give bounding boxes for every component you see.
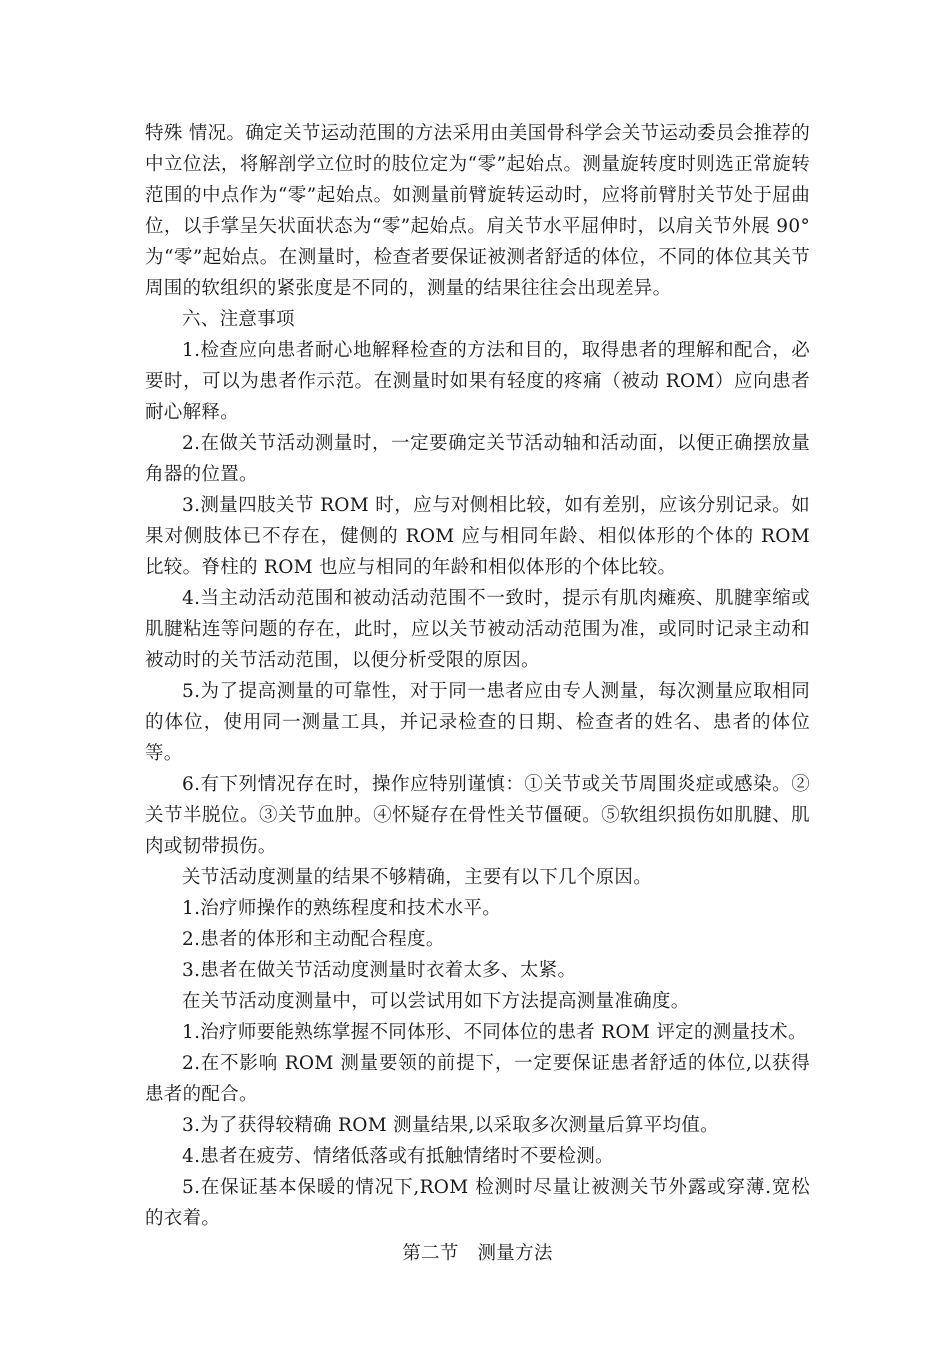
paragraph: 特殊 情况。确定关节运动范围的方法采用由美国骨科学会关节运动委员会推荐的中立位法，将解剖学立位时的肢位定为“零”起始点。测量旋转度时则选正常旋转范围的中点作为“零”起始点。如测量前臂旋转运动时，应将前臂肘关节处于屈曲位，以手掌呈矢状面状态为“零”起始点。肩关节水平屈伸时，以肩关节外展 90° 为“零”起始点。在测量时，检查者要保证被测者舒适的体位，不同的体位其关节周围的软组织的紧张度是不同的，测量的结果往往会出现差异。 <box>145 123 810 299</box>
paragraph: 4.患者在疲劳、情绪低落或有抵触情绪时不要检测。 <box>182 1146 614 1167</box>
document-page <box>145 118 810 1269</box>
paragraph: 1.治疗师操作的熟练程度和技术水平。 <box>182 898 502 919</box>
paragraph: 2.在做关节活动测量时，一定要确定关节活动轴和活动面，以便正确摆放量角器的位置。 <box>145 433 810 485</box>
paragraph: 2.在不影响 ROM 测量要领的前提下，一定要保证患者舒适的体位,以获得患者的配合。 <box>145 1053 810 1105</box>
paragraph: 在关节活动度测量中，可以尝试用如下方法提高测量准确度。 <box>182 991 690 1012</box>
paragraph: 3.测量四肢关节 ROM 时，应与对侧相比较，如有差别，应该分别记录。如果对侧肢体已不存在，健侧的 ROM 应与相同年龄、相似体形的个体的 ROM 比较。脊柱的 ROM 也应与相同的年龄和相似体形的个体比较。 <box>145 495 810 578</box>
paragraph: 六、注意事项 <box>182 309 295 330</box>
paragraph: 5.在保证基本保暖的情况下,ROM 检测时尽量让被测关节外露或穿薄.宽松的衣着。 <box>145 1177 810 1229</box>
paragraph: 3.为了获得较精确 ROM 测量结果,以采取多次测量后算平均值。 <box>182 1115 719 1136</box>
section-title: 第二节 测量方法 <box>402 1243 553 1264</box>
paragraph: 5.为了提高测量的可靠性，对于同一患者应由专人测量，每次测量应取相同的体位，使用同一测量工具，并记录检查的日期、检查者的姓名、患者的体位等。 <box>145 681 810 764</box>
body-text <box>145 118 810 1234</box>
paragraph: 2.患者的体形和主动配合程度。 <box>182 929 445 950</box>
paragraph: 关节活动度测量的结果不够精确，主要有以下几个原因。 <box>182 867 653 888</box>
paragraph: 6.有下列情况存在时，操作应特别谨慎：①关节或关节周围炎症或感染。②关节半脱位。③关节血肿。④怀疑存在骨性关节僵硬。⑤软组织损伤如肌腱、肌肉或韧带损伤。 <box>145 774 810 857</box>
paragraph: 1.治疗师要能熟练掌握不同体形、不同体位的患者 ROM 评定的测量技术。 <box>182 1022 807 1043</box>
paragraph: 1.检查应向患者耐心地解释检查的方法和目的，取得患者的理解和配合，必要时，可以为患者作示范。在测量时如果有轻度的疼痛（被动 ROM）应向患者耐心解释。 <box>145 340 810 423</box>
paragraph: 4.当主动活动范围和被动活动范围不一致时，提示有肌肉瘫痪、肌腱挛缩或肌腱粘连等问题的存在，此时，应以关节被动活动范围为准，或同时记录主动和被动时的关节活动范围，以便分析受限的原因。 <box>145 588 810 671</box>
paragraph: 3.患者在做关节活动度测量时衣着太多、太紧。 <box>182 960 577 981</box>
